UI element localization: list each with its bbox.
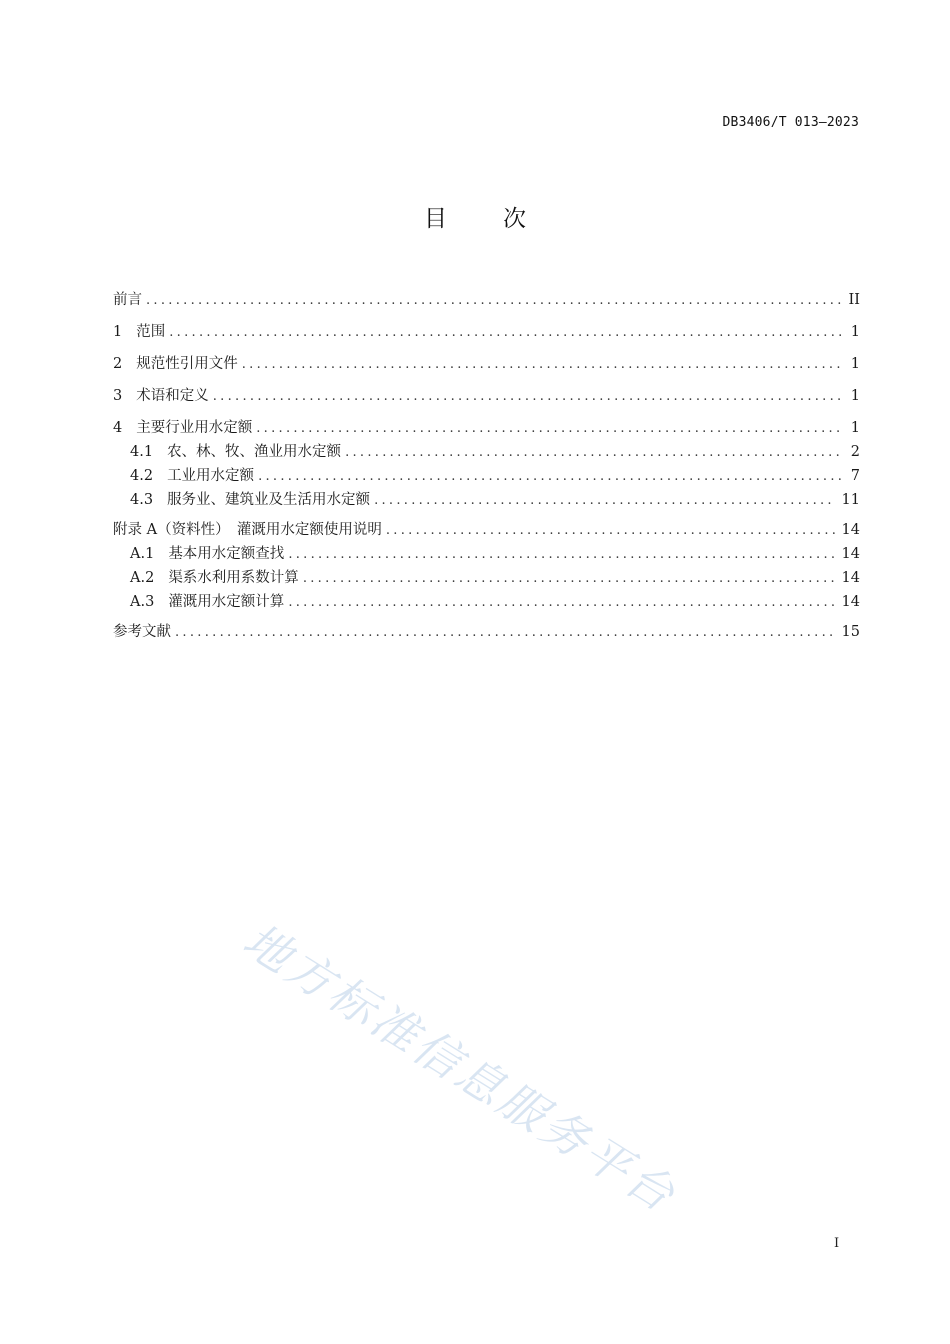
- toc-entry-page: 7: [850, 468, 860, 484]
- toc-entry[interactable]: [113, 352, 860, 384]
- toc-entry-page: 1: [850, 388, 860, 404]
- page-title: 目次: [424, 206, 582, 232]
- toc-entry-label: 农、林、牧、渔业用水定额: [167, 444, 342, 460]
- toc-entry[interactable]: [113, 384, 860, 416]
- watermark: 地方标准信息服务平台: [234, 912, 687, 1224]
- toc-dot-leader: [242, 353, 844, 377]
- toc-entry-number: A.1: [130, 546, 155, 562]
- toc-entry-number: 2: [113, 356, 123, 372]
- toc-entry-page: 11: [841, 492, 860, 508]
- toc-entry-page: 2: [850, 444, 860, 460]
- toc-entry-label: 附录 A（资料性） 灌溉用水定额使用说明: [113, 522, 382, 538]
- toc-entry-label: 参考文献: [113, 624, 171, 640]
- toc-entry-label: 前言: [113, 292, 142, 308]
- toc-entry[interactable]: [113, 320, 860, 352]
- toc-entry[interactable]: [113, 590, 860, 620]
- toc-entry-page: 14: [841, 570, 860, 586]
- toc-entry-label: 工业用水定额: [167, 468, 255, 484]
- toc-entry-page: 1: [850, 324, 860, 340]
- toc-entry-label: 术语和定义: [136, 388, 209, 404]
- toc-entry-number: 4.1: [130, 444, 154, 460]
- toc-entry-label: 规范性引用文件: [136, 356, 238, 372]
- toc-entry-label: 灌溉用水定额计算: [168, 594, 285, 610]
- toc-dot-leader: [303, 567, 836, 591]
- toc-dot-leader: [258, 465, 844, 489]
- toc-entry-number: 4.2: [130, 468, 154, 484]
- toc-dot-leader: [288, 543, 835, 567]
- toc-entry[interactable]: [113, 464, 860, 488]
- toc-entry-label: 范围: [136, 324, 166, 340]
- toc-dot-leader: [213, 385, 844, 409]
- toc-entry-number: 3: [113, 388, 123, 404]
- toc-entry[interactable]: [113, 440, 860, 464]
- toc-entry-number: A.2: [130, 570, 155, 586]
- table-of-contents: [113, 288, 860, 652]
- toc-dot-leader: [374, 489, 835, 513]
- toc-entry[interactable]: [113, 488, 860, 518]
- toc-entry-number: 4: [113, 420, 123, 436]
- toc-entry-page: 14: [841, 522, 860, 538]
- toc-entry-page: 14: [841, 594, 860, 610]
- toc-dot-leader: [146, 289, 843, 313]
- toc-entry[interactable]: [113, 416, 860, 440]
- toc-entry[interactable]: [113, 288, 860, 320]
- document-code: DB3406/T 013—2023: [722, 115, 859, 130]
- toc-entry-number: A.3: [130, 594, 155, 610]
- toc-dot-leader: [345, 441, 844, 465]
- toc-dot-leader: [288, 591, 835, 615]
- toc-entry-page: 14: [841, 546, 860, 562]
- page-number: I: [834, 1236, 840, 1251]
- toc-dot-leader: [169, 321, 844, 345]
- toc-entry-label: 服务业、建筑业及生活用水定额: [167, 492, 371, 508]
- toc-entry-label: 渠系水利用系数计算: [168, 570, 299, 586]
- toc-entry-page: 15: [841, 624, 860, 640]
- toc-entry-page: 1: [850, 356, 860, 372]
- toc-dot-leader: [386, 519, 836, 543]
- toc-dot-leader: [256, 417, 844, 441]
- toc-entry-page: 1: [850, 420, 860, 436]
- toc-entry-number: 4.3: [130, 492, 154, 508]
- toc-entry-label: 主要行业用水定额: [136, 420, 253, 436]
- toc-entry-page: II: [848, 292, 860, 308]
- toc-entry-label: 基本用水定额查找: [168, 546, 285, 562]
- toc-entry[interactable]: [113, 518, 860, 542]
- toc-entry-number: 1: [113, 324, 123, 340]
- toc-entry[interactable]: [113, 542, 860, 566]
- toc-dot-leader: [175, 621, 836, 645]
- toc-entry[interactable]: [113, 566, 860, 590]
- toc-entry[interactable]: [113, 620, 860, 652]
